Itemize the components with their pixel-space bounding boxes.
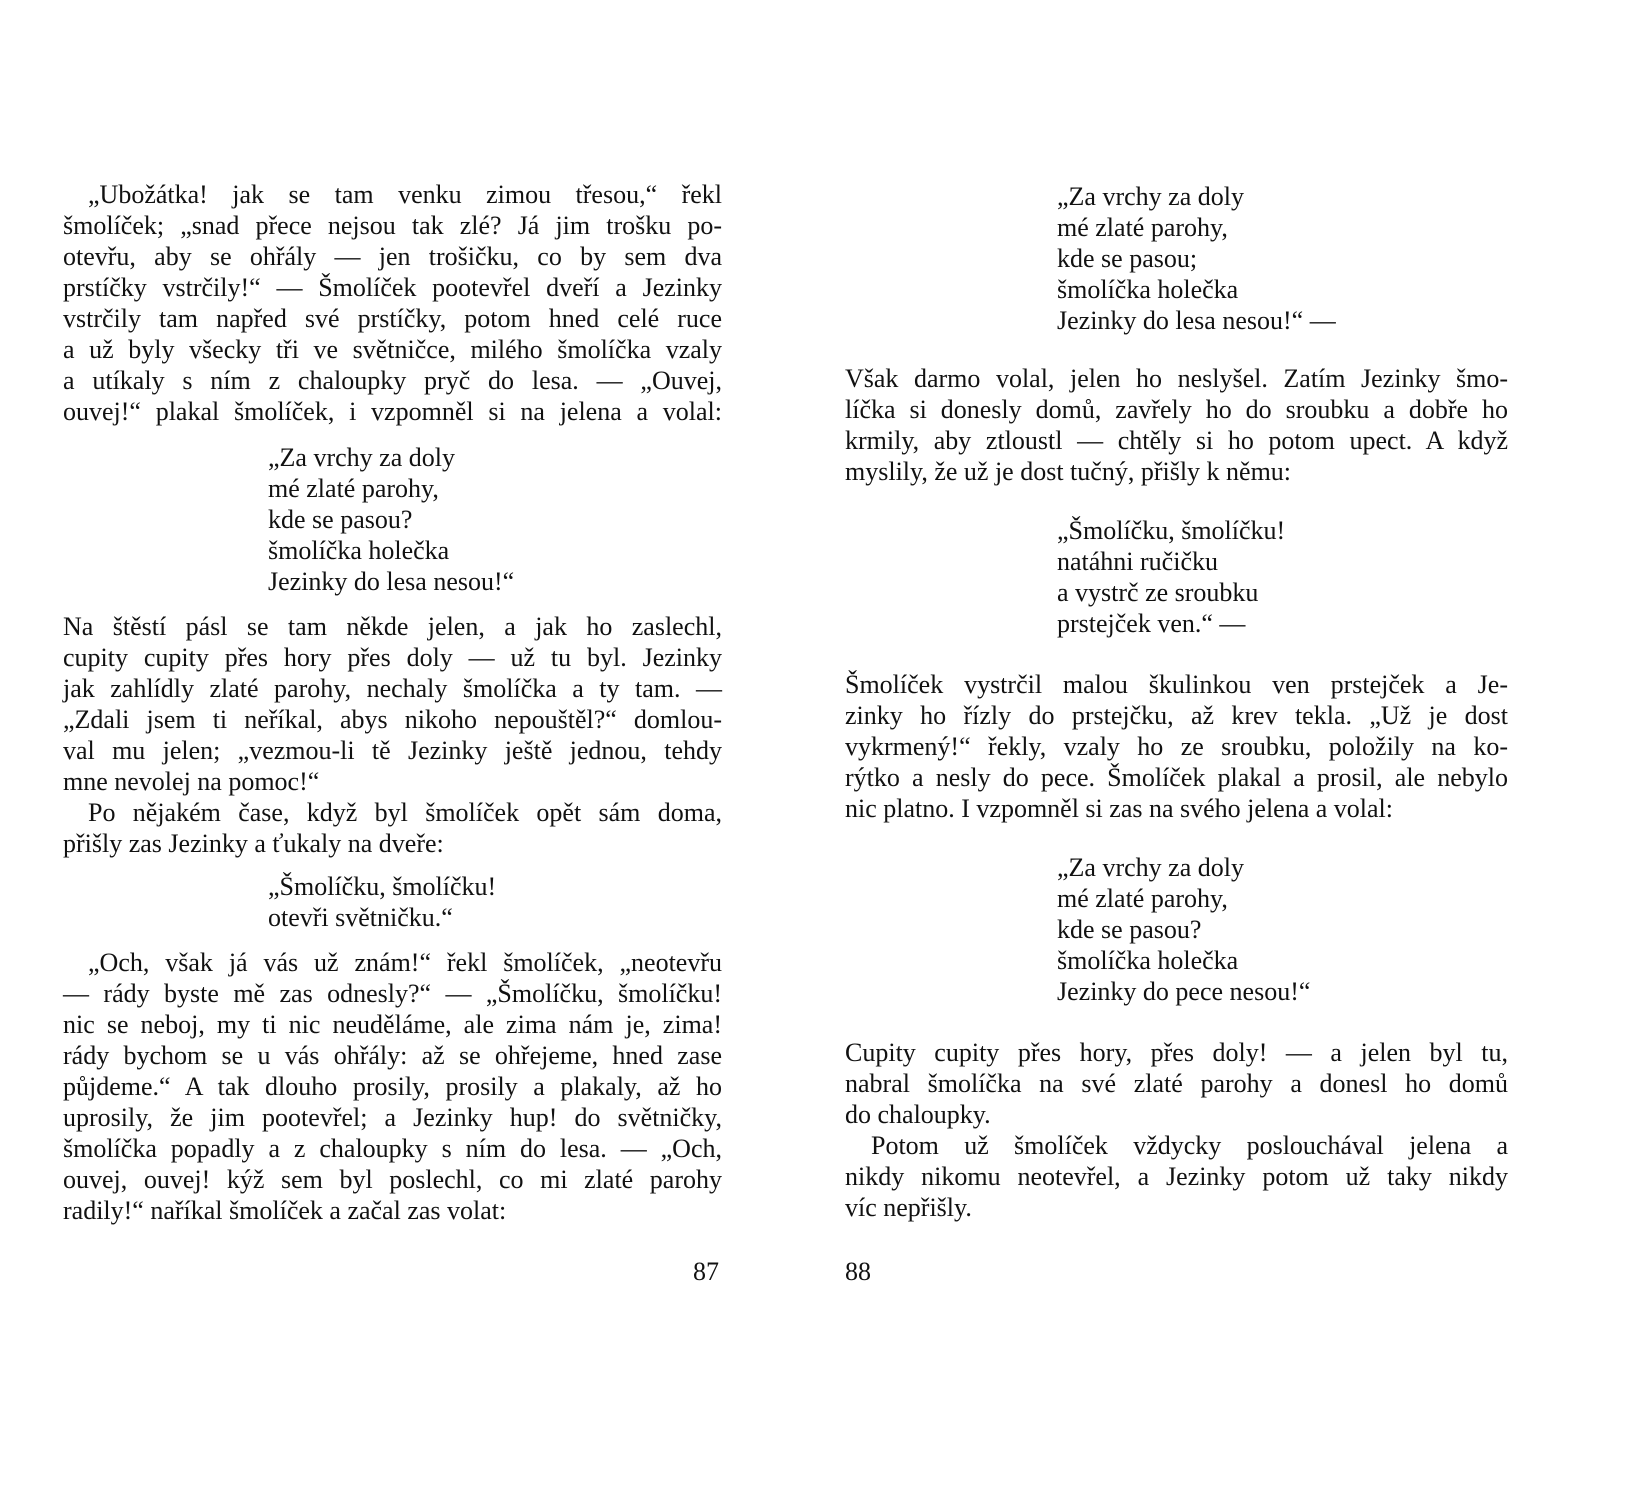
- text-line: krmily, aby ztloustl — chtěly si ho potom upect. A když: [845, 426, 1508, 455]
- page-number: 88: [845, 1257, 871, 1286]
- verse-line: mé zlaté parohy,: [1057, 213, 1228, 242]
- text-line: do chaloupky.: [845, 1100, 991, 1129]
- verse-line: kde se pasou;: [1057, 244, 1198, 273]
- text-line: prstíčky vstrčily!“ — Šmolíček pootevřel dveří a Jezinky: [63, 273, 722, 302]
- text-line: vstrčily tam napřed své prstíčky, potom hned celé ruce: [63, 304, 722, 333]
- verse-line: šmolíčka holečka: [1057, 946, 1239, 975]
- verse-line: „Šmolíčku, šmolíčku!: [1057, 516, 1286, 545]
- verse-line: „Šmolíčku, šmolíčku!: [268, 872, 497, 901]
- page-number: 87: [693, 1257, 719, 1286]
- text-line: nic se neboj, my ti nic neuděláme, ale zima nám je, zima!: [63, 1010, 722, 1039]
- text-line: „Och, však já vás už znám!“ řekl šmolíček, „neotevřu: [88, 948, 722, 977]
- text-line: „Zdali jsem ti neříkal, abys nikoho nepouštěl?“ domlou-: [63, 705, 722, 734]
- text-line: otevřu, aby se ohřály — jen trošičku, co by sem dva: [63, 242, 722, 271]
- verse-line: Jezinky do lesa nesou!“ —: [1057, 306, 1336, 335]
- text-line: Na štěstí pásl se tam někde jelen, a jak ho zaslechl,: [63, 612, 722, 641]
- text-line: rýtko a nesly do pece. Šmolíček plakal a prosil, ale nebylo: [845, 763, 1508, 792]
- text-line: půjdeme.“ A tak dlouho prosily, prosily a plakaly, až ho: [63, 1072, 722, 1101]
- text-line: líčka si donesly domů, zavřely ho do sroubku a dobře ho: [845, 395, 1508, 424]
- verse-line: otevři světničku.“: [268, 903, 453, 932]
- verse-line: šmolíčka holečka: [268, 536, 450, 565]
- text-line: a už byly všecky tři ve světničce, milého šmolíčka vzaly: [63, 335, 722, 364]
- verse-line: mé zlaté parohy,: [268, 474, 439, 503]
- text-line: nabral šmolíčka na své zlaté parohy a donesl ho domů: [845, 1069, 1508, 1098]
- verse-line: šmolíčka holečka: [1057, 275, 1239, 304]
- text-line: nikdy nikomu neotevřel, a Jezinky potom už taky nikdy: [845, 1162, 1508, 1191]
- text-line: šmolíček; „snad přece nejsou tak zlé? Já jim trošku po-: [63, 211, 722, 240]
- text-line: — rády byste mě zas odnesly?“ — „Šmolíčku, šmolíčku!: [63, 979, 722, 1008]
- verse-line: mé zlaté parohy,: [1057, 884, 1228, 913]
- text-line: šmolíčka popadly a z chaloupky s ním do lesa. — „Och,: [63, 1134, 722, 1163]
- text-line: radily!“ naříkal šmolíček a začal zas volat:: [63, 1196, 507, 1225]
- verse-line: Jezinky do pece nesou!“: [1057, 977, 1311, 1006]
- text-line: víc nepřišly.: [845, 1193, 972, 1222]
- text-line: Po nějakém čase, když byl šmolíček opět sám doma,: [88, 798, 722, 827]
- verse-line: „Za vrchy za doly: [1057, 182, 1244, 211]
- verse-line: kde se pasou?: [1057, 915, 1202, 944]
- text-line: Cupity cupity přes hory, přes doly! — a jelen byl tu,: [845, 1038, 1508, 1067]
- text-line: cupity cupity přes hory přes doly — už tu byl. Jezinky: [63, 643, 722, 672]
- verse-line: a vystrč ze sroubku: [1057, 578, 1259, 607]
- text-line: nic platno. I vzpomněl si zas na svého jelena a volal:: [845, 794, 1393, 823]
- text-line: Však darmo volal, jelen ho neslyšel. Zatím Jezinky šmo-: [845, 364, 1508, 393]
- text-line: zinky ho řízly do prstejčku, až krev tekla. „Už je dost: [845, 701, 1508, 730]
- verse-line: „Za vrchy za doly: [1057, 853, 1244, 882]
- text-line: Šmolíček vystrčil malou škulinkou ven prstejček a Je-: [845, 670, 1508, 699]
- text-line: Potom už šmolíček vždycky poslouchával jelena a: [871, 1131, 1508, 1160]
- verse-line: Jezinky do lesa nesou!“: [268, 567, 515, 596]
- text-line: a utíkaly s ním z chaloupky pryč do lesa. — „Ouvej,: [63, 366, 722, 395]
- right-page: [823, 0, 1646, 1500]
- text-line: jak zahlídly zlaté parohy, nechaly šmolíčka a ty tam. —: [63, 674, 722, 703]
- text-line: myslily, že už je dost tučný, přišly k němu:: [845, 457, 1292, 486]
- verse-line: prstejček ven.“ —: [1057, 609, 1246, 638]
- verse-line: natáhni ručičku: [1057, 547, 1218, 576]
- verse-line: „Za vrchy za doly: [268, 443, 455, 472]
- verse-line: kde se pasou?: [268, 505, 413, 534]
- text-line: val mu jelen; „vezmou-li tě Jezinky ještě jednou, tehdy: [63, 736, 722, 765]
- text-line: rády bychom se u vás ohřály: až se ohřejeme, hned zase: [63, 1041, 722, 1070]
- text-line: přišly zas Jezinky a ťukaly na dveře:: [63, 829, 444, 858]
- text-line: uprosily, že jim pootevřel; a Jezinky hup! do světničky,: [63, 1103, 722, 1132]
- text-line: ouvej, ouvej! kýž sem byl poslechl, co mi zlaté parohy: [63, 1165, 722, 1194]
- text-line: vykrmený!“ řekly, vzaly ho ze sroubku, položily na ko-: [845, 732, 1508, 761]
- text-line: „Ubožátka! jak se tam venku zimou třesou,“ řekl: [88, 180, 722, 209]
- text-line: ouvej!“ plakal šmolíček, i vzpomněl si na jelena a volal:: [63, 397, 722, 426]
- text-line: mne nevolej na pomoc!“: [63, 767, 320, 796]
